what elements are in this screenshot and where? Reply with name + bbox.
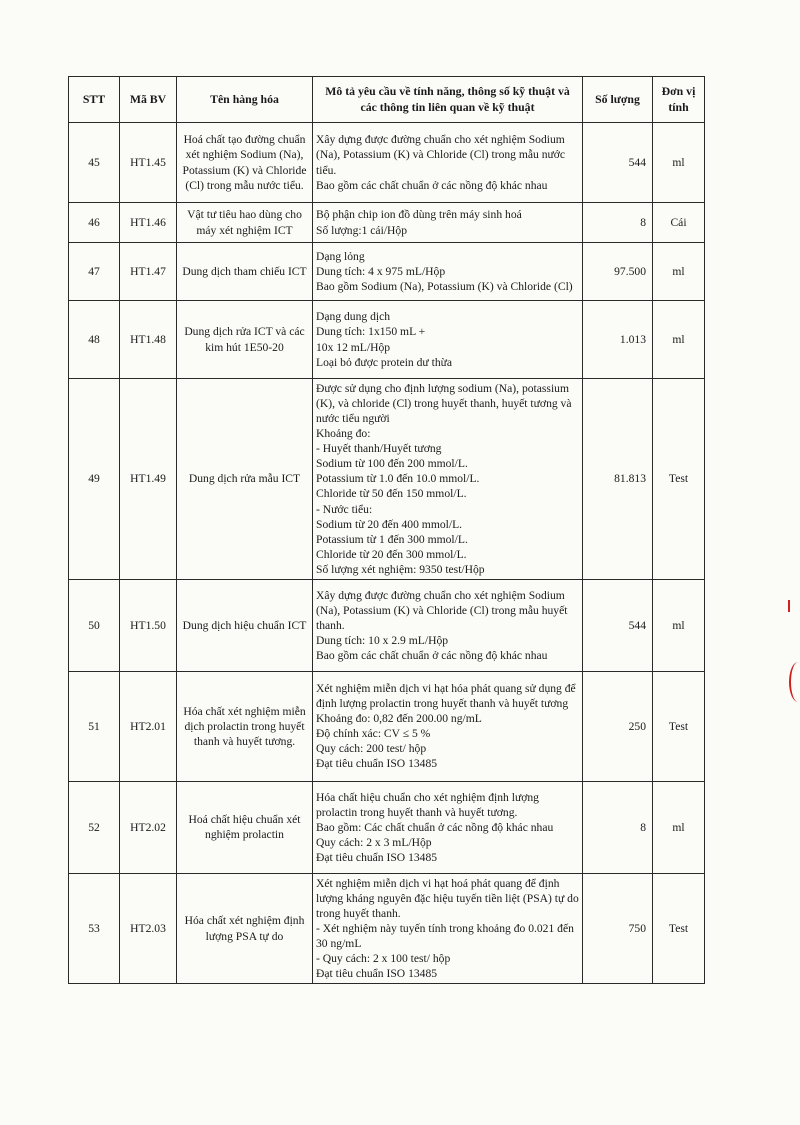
cell-so-luong: 8 [583, 781, 653, 873]
description-line: Dạng dung dịch [316, 310, 391, 324]
description-line: Xây dựng được đường chuẩn cho xét nghiệm Sodium (Na), Potassium (K) và Chloride (Cl) trong mẫu huyết thanh. [316, 588, 568, 632]
cell-ma-bv: HT2.03 [120, 873, 177, 983]
cell-ma-bv: HT2.02 [120, 781, 177, 873]
cell-so-luong: 544 [583, 123, 653, 203]
cell-ten-hang-hoa: Hóa chất xét nghiệm miễn dịch prolactin trong huyết thanh và huyết tương. [177, 671, 313, 781]
cell-ma-bv: HT1.49 [120, 379, 177, 580]
table-row [69, 671, 705, 781]
cell-ten-hang-hoa: Dung dịch rửa mẫu ICT [177, 379, 313, 580]
cell-ten-hang-hoa: Hoá chất hiệu chuẩn xét nghiệm prolactin [177, 781, 313, 873]
cell-don-vi-tinh: Test [653, 671, 705, 781]
cell-mo-ta [313, 243, 583, 301]
cell-mo-ta [313, 781, 583, 873]
description-line: Potassium từ 1 đến 300 mmol/L. [316, 532, 468, 546]
header-ten-hang-hoa: Tên hàng hóa [177, 77, 313, 123]
description-line: - Nước tiểu: [316, 502, 373, 516]
description-line: - Huyết thanh/Huyết tương [316, 442, 442, 456]
cell-so-luong: 750 [583, 873, 653, 983]
cell-stt: 48 [69, 301, 120, 379]
description-line: Chloride từ 50 đến 150 mmol/L. [316, 487, 467, 501]
cell-don-vi-tinh: ml [653, 781, 705, 873]
description-line: Xét nghiệm miễn dịch vi hạt hoá phát quang để định lượng kháng nguyên đặc hiệu tuyến tiền liệt (PSA) tự do trong huyết thanh. [316, 876, 579, 920]
description-line: Xét nghiệm miễn dịch vi hạt hóa phát quang sử dụng để định lượng prolactin trong huyết thanh và huyết tương [316, 682, 576, 711]
description-line: Dung tích: 4 x 975 mL/Hộp [316, 264, 446, 278]
red-stamp-edge [789, 662, 800, 702]
description-line: Khoảng đo: [316, 427, 371, 441]
cell-mo-ta [313, 579, 583, 671]
description-line: Bao gồm: Các chất chuẩn ở các nồng độ khác nhau [316, 820, 554, 834]
red-pen-mark [788, 600, 790, 612]
cell-so-luong: 250 [583, 671, 653, 781]
cell-stt: 49 [69, 379, 120, 580]
description-line: - Quy cách: 2 x 100 test/ hộp [316, 952, 451, 966]
description-line: Số lượng xét nghiệm: 9350 test/Hộp [316, 562, 485, 576]
header-stt: STT [69, 77, 120, 123]
table-row [69, 243, 705, 301]
description-line: Chloride từ 20 đến 300 mmol/L. [316, 547, 467, 561]
description-line: Dung tích: 1x150 mL + [316, 325, 426, 339]
description-line: Dạng lỏng [316, 249, 365, 263]
table-row [69, 873, 705, 983]
table-row [69, 123, 705, 203]
description-line: 10x 12 mL/Hộp [316, 340, 391, 354]
cell-so-luong: 544 [583, 579, 653, 671]
cell-so-luong: 97.500 [583, 243, 653, 301]
description-line: Được sử dụng cho định lượng sodium (Na), potassium (K), và chloride (Cl) trong huyết thanh, huyết tương và nước tiểu người [316, 382, 572, 426]
cell-mo-ta [313, 123, 583, 203]
goods-spec-table [68, 76, 705, 984]
cell-don-vi-tinh: ml [653, 579, 705, 671]
cell-don-vi-tinh: ml [653, 243, 705, 301]
cell-don-vi-tinh: Test [653, 379, 705, 580]
cell-ma-bv: HT1.47 [120, 243, 177, 301]
cell-don-vi-tinh: Cái [653, 203, 705, 243]
cell-ma-bv: HT1.46 [120, 203, 177, 243]
cell-stt: 47 [69, 243, 120, 301]
cell-ten-hang-hoa: Hoá chất tạo đường chuẩn xét nghiệm Sodium (Na), Potassium (K) và Chloride (Cl) trong mẫu nước tiểu. [177, 123, 313, 203]
cell-ten-hang-hoa: Dung dịch tham chiếu ICT [177, 243, 313, 301]
description-line: Bộ phận chip ion đồ dùng trên máy sinh hoá [316, 208, 522, 222]
description-line: Bao gồm Sodium (Na), Potassium (K) và Chloride (Cl) [316, 280, 573, 294]
description-line: Đạt tiêu chuẩn ISO 13485 [316, 850, 438, 864]
cell-ma-bv: HT1.50 [120, 579, 177, 671]
description-line: Loại bỏ được protein dư thừa [316, 355, 453, 369]
cell-stt: 45 [69, 123, 120, 203]
cell-ten-hang-hoa: Dung dịch hiệu chuẩn ICT [177, 579, 313, 671]
description-line: Sodium từ 20 đến 400 mmol/L. [316, 517, 463, 531]
description-line: Dung tích: 10 x 2.9 mL/Hộp [316, 633, 449, 647]
cell-stt: 46 [69, 203, 120, 243]
cell-stt: 52 [69, 781, 120, 873]
cell-don-vi-tinh: Test [653, 873, 705, 983]
cell-don-vi-tinh: ml [653, 123, 705, 203]
cell-mo-ta [313, 379, 583, 580]
cell-ten-hang-hoa: Vật tư tiêu hao dùng cho máy xét nghiệm ICT [177, 203, 313, 243]
header-don-vi-tinh: Đơn vị tính [653, 77, 705, 123]
cell-stt: 51 [69, 671, 120, 781]
table-row [69, 781, 705, 873]
cell-ma-bv: HT1.48 [120, 301, 177, 379]
table-row [69, 379, 705, 580]
cell-ten-hang-hoa: Dung dịch rửa ICT và các kim hút 1E50-20 [177, 301, 313, 379]
table-row [69, 301, 705, 379]
header-so-luong: Số lượng [583, 77, 653, 123]
description-line: Bao gồm các chất chuẩn ở các nồng độ khác nhau [316, 648, 548, 662]
description-line: Khoảng đo: 0,82 đến 200.00 ng/mL [316, 712, 482, 726]
cell-mo-ta [313, 671, 583, 781]
description-line: Số lượng:1 cái/Hộp [316, 223, 407, 237]
table-row [69, 203, 705, 243]
cell-don-vi-tinh: ml [653, 301, 705, 379]
cell-mo-ta [313, 301, 583, 379]
cell-ma-bv: HT1.45 [120, 123, 177, 203]
table-row [69, 579, 705, 671]
cell-so-luong: 1.013 [583, 301, 653, 379]
description-line: Sodium từ 100 đến 200 mmol/L. [316, 457, 468, 471]
description-line: Quy cách: 2 x 3 mL/Hộp [316, 835, 432, 849]
cell-stt: 50 [69, 579, 120, 671]
cell-mo-ta [313, 873, 583, 983]
cell-so-luong: 81.813 [583, 379, 653, 580]
description-line: Hóa chất hiệu chuẩn cho xét nghiệm định lượng prolactin trong huyết thanh và huyết tương. [316, 790, 539, 819]
description-line: Đạt tiêu chuẩn ISO 13485 [316, 967, 438, 981]
cell-so-luong: 8 [583, 203, 653, 243]
description-line: - Xét nghiệm này tuyến tính trong khoảng đo 0.021 đến 30 ng/mL [316, 922, 574, 951]
cell-stt: 53 [69, 873, 120, 983]
header-ma-bv: Mã BV [120, 77, 177, 123]
description-line: Potassium từ 1.0 đến 10.0 mmol/L. [316, 472, 480, 486]
cell-ten-hang-hoa: Hóa chất xét nghiệm định lượng PSA tự do [177, 873, 313, 983]
cell-ma-bv: HT2.01 [120, 671, 177, 781]
table-header-row [69, 77, 705, 123]
description-line: Độ chính xác: CV ≤ 5 % [316, 727, 431, 741]
cell-mo-ta [313, 203, 583, 243]
description-line: Đạt tiêu chuẩn ISO 13485 [316, 757, 438, 771]
description-line: Xây dựng được đường chuẩn cho xét nghiệm Sodium (Na), Potassium (K) và Chloride (Cl) trong mẫu nước tiểu. [316, 133, 566, 177]
header-mo-ta: Mô tả yêu cầu về tính năng, thông số kỹ thuật và các thông tin liên quan về kỹ thuật [313, 77, 583, 123]
description-line: Quy cách: 200 test/ hộp [316, 742, 427, 756]
description-line: Bao gồm các chất chuẩn ở các nồng độ khác nhau [316, 178, 548, 192]
